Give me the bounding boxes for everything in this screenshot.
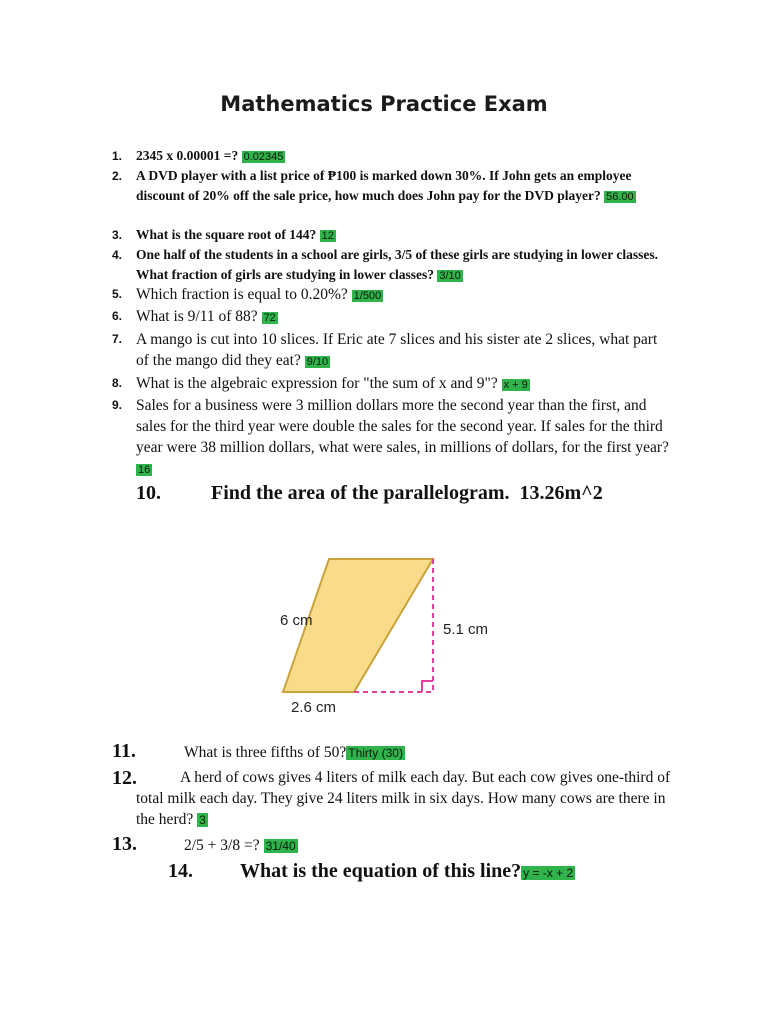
- question-text: What is the algebraic expression for "the sum of x and 9"?: [136, 375, 498, 392]
- question-text: A mango is cut into 10 slices. If Eric ate 7 slices and his sister ate 2 slices, what part of the mango did they eat?: [136, 331, 658, 369]
- question-12: [112, 767, 672, 831]
- question-number: 3.: [112, 228, 123, 242]
- question-text: 2/5 + 3/8 =?: [184, 837, 260, 854]
- question-text: What is the square root of 144?: [136, 227, 317, 242]
- question-8: [112, 373, 696, 396]
- question-number: 5.: [112, 287, 123, 301]
- question-number: 6.: [112, 309, 123, 323]
- question-number: 14.: [168, 860, 193, 882]
- question-number: 8.: [112, 376, 123, 390]
- question-text: What is 9/11 of 88?: [136, 308, 258, 325]
- question-9: [112, 395, 676, 481]
- question-text: Which fraction is equal to 0.20%?: [136, 286, 348, 303]
- answer-highlight: 72: [263, 312, 276, 324]
- question-text: 2345 x 0.00001 =?: [136, 148, 239, 163]
- question-text: One half of the students in a school are girls, 3/5 of these girls are studying in lower classes. What fraction of girls are studying in lower classes?: [136, 247, 659, 282]
- question-text: Sales for a business were 3 million dollars more the second year than the first, and sales for the third year were double the sales for the second year. If sales for the third year were 38 million dollars, what were sales, in millions of dollars, for the first year?: [136, 397, 669, 456]
- question-number: 11.: [112, 740, 136, 762]
- answer-highlight: 56.00: [606, 191, 634, 203]
- question-text: Find the area of the parallelogram.: [211, 482, 510, 504]
- answer-highlight: x + 9: [503, 379, 528, 391]
- answer-highlight: Thirty (30): [348, 746, 403, 760]
- question-3: [112, 225, 696, 246]
- question-number: 12.: [112, 767, 137, 789]
- answer-highlight: 9/10: [306, 356, 329, 368]
- question-text: A DVD player with a list price of ₱100 is marked down 30%. If John gets an employee discount of 20% off the sale price, how much does John pay for the DVD player?: [136, 168, 632, 203]
- answer-highlight: 16: [138, 464, 151, 476]
- question-4: [112, 245, 676, 286]
- question-number: 1.: [112, 149, 123, 163]
- answer-text: 13.26m^2: [519, 482, 603, 504]
- question-number: 9.: [112, 398, 123, 412]
- answer-highlight: 31/40: [265, 839, 296, 853]
- base-label: 2.6 cm: [291, 699, 337, 716]
- question-1: [112, 146, 696, 167]
- question-5: [112, 284, 696, 307]
- question-6: [112, 306, 696, 329]
- side-label: 6 cm: [280, 612, 313, 629]
- question-14: [168, 860, 728, 883]
- parallelogram-figure: [0, 530, 768, 750]
- height-label: 5.1 cm: [443, 621, 489, 638]
- answer-highlight: 3: [199, 813, 206, 827]
- question-11: [112, 740, 712, 763]
- question-7: [112, 329, 671, 373]
- question-number: 4.: [112, 248, 123, 262]
- answer-highlight: 12: [321, 230, 334, 242]
- answer-highlight: 3/10: [439, 270, 461, 282]
- question-text: A herd of cows gives 4 liters of milk each day. But each cow gives one-third of total milk each day. They give 24 liters milk in six days. How many cows are there in the herd?: [136, 769, 671, 828]
- question-13: [112, 833, 712, 856]
- question-number: 2.: [112, 169, 123, 183]
- question-text: What is the equation of this line?: [240, 860, 522, 882]
- question-number: 10.: [136, 482, 161, 504]
- answer-highlight: 1/500: [353, 290, 382, 302]
- right-angle-marker: [422, 681, 433, 692]
- question-number: 13.: [112, 833, 137, 855]
- question-text: What is three fifths of 50?: [184, 744, 347, 761]
- answer-highlight: y = -x + 2: [523, 866, 574, 880]
- question-2: [112, 166, 676, 207]
- question-10: [136, 482, 736, 505]
- answer-highlight: 0.02345: [243, 151, 284, 163]
- question-number: 7.: [112, 332, 123, 346]
- page-title: Mathematics Practice Exam: [220, 92, 548, 116]
